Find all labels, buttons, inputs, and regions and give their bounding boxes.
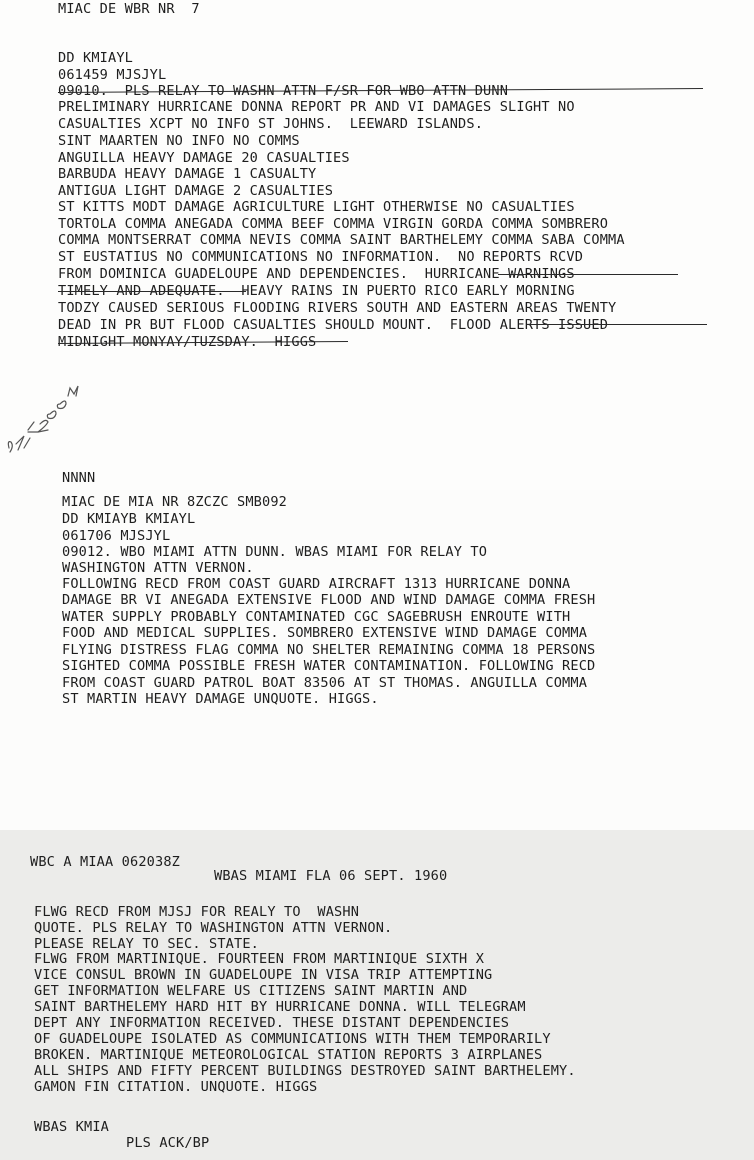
text-line: FROM DOMINICA GUADELOUPE AND DEPENDENCIES. HURRICANE WARNINGS <box>58 266 575 282</box>
text-line: OF GUADELOUPE ISOLATED AS COMMUNICATIONS WITH THEM TEMPORARILY <box>34 1031 551 1047</box>
strikethrough-mark <box>58 291 246 292</box>
text-line: CASUALTIES XCPT NO INFO ST JOHNS. LEEWARD ISLANDS. <box>58 116 484 132</box>
text-line: COMMA MONTSERRAT COMMA NEVIS COMMA SAINT BARTHELEMY COMMA SABA COMMA <box>58 232 625 248</box>
text-line: SAINT BARTHELEMY HARD HIT BY HURRICANE DONNA. WILL TELEGRAM <box>34 999 526 1015</box>
text-line: ALL SHIPS AND FIFTY PERCENT BUILDINGS DESTROYED SAINT BARTHELEMY. <box>34 1063 576 1079</box>
message-1-header: MIAC DE WBR NR 7 <box>58 1 200 17</box>
text-line: FLWG FROM MARTINIQUE. FOURTEEN FROM MARTINIQUE SIXTH X <box>34 951 485 967</box>
separator: NNNN <box>62 470 96 486</box>
text-line: VICE CONSUL BROWN IN GUADELOUPE IN VISA TRIP ATTEMPTING <box>34 967 493 983</box>
text-line: TIMELY AND ADEQUATE. HEAVY RAINS IN PUERTO RICO EARLY MORNING <box>58 283 575 299</box>
text-line: FLWG RECD FROM MJSJ FOR REALY TO WASHN <box>34 904 360 920</box>
text-line: FROM COAST GUARD PATROL BOAT 83506 AT ST THOMAS. ANGUILLA COMMA <box>62 675 588 691</box>
text-line: BARBUDA HEAVY DAMAGE 1 CASUALTY <box>58 166 317 182</box>
handwritten-note <box>6 360 96 460</box>
text-line: TORTOLA COMMA ANEGADA COMMA BEEF COMMA VIRGIN GORDA COMMA SOMBRERO <box>58 216 609 232</box>
text-line: DEAD IN PR BUT FLOOD CASUALTIES SHOULD MOUNT. FLOOD ALERTS ISSUED <box>58 317 609 333</box>
text-line: 09012. WBO MIAMI ATTN DUNN. WBAS MIAMI FOR RELAY TO <box>62 544 488 560</box>
text-line: SIGHTED COMMA POSSIBLE FRESH WATER CONTAMINATION. FOLLOWING RECD <box>62 658 596 674</box>
text-line: MIDNIGHT MONYAY/TUZSDAY. HIGGS <box>58 334 317 350</box>
text-line: FLYING DISTRESS FLAG COMMA NO SHELTER REMAINING COMMA 18 PERSONS <box>62 642 596 658</box>
strikethrough-mark <box>527 324 707 325</box>
text-line: ST MARTIN HEAVY DAMAGE UNQUOTE. HIGGS. <box>62 691 379 707</box>
text-line: TODZY CAUSED SERIOUS FLOODING RIVERS SOUTH AND EASTERN AREAS TWENTY <box>58 300 617 316</box>
text-line: PRELIMINARY HURRICANE DONNA REPORT PR AND VI DAMAGES SLIGHT NO <box>58 99 575 115</box>
message-1 <box>0 0 754 490</box>
message-3-footer-ack: PLS ACK/BP <box>126 1135 210 1151</box>
text-line: BROKEN. MARTINIQUE METEOROLOGICAL STATION REPORTS 3 AIRPLANES <box>34 1047 543 1063</box>
text-line: ST KITTS MODT DAMAGE AGRICULTURE LIGHT OTHERWISE NO CASUALTIES <box>58 199 575 215</box>
text-line: ANTIGUA LIGHT DAMAGE 2 CASUALTIES <box>58 183 334 199</box>
text-line: 061459 MJSJYL <box>58 67 167 83</box>
text-line: SINT MAARTEN NO INFO NO COMMS <box>58 133 300 149</box>
message-3-footer: WBAS KMIA <box>34 1119 110 1135</box>
text-line: ST EUSTATIUS NO COMMUNICATIONS NO INFORMATION. NO REPORTS RCVD <box>58 249 584 265</box>
text-line: DD KMIAYL <box>58 50 134 66</box>
message-2 <box>0 470 754 830</box>
text-line: QUOTE. PLS RELAY TO WASHINGTON ATTN VERNON. <box>34 920 393 936</box>
text-line: FOLLOWING RECD FROM COAST GUARD AIRCRAFT 1313 HURRICANE DONNA <box>62 576 571 592</box>
message-3 <box>0 830 754 1160</box>
text-line: WASHINGTON ATTN VERNON. <box>62 560 254 576</box>
text-line: 061706 MJSJYL <box>62 528 171 544</box>
message-3-header: WBC A MIAA 062038Z <box>30 854 181 870</box>
text-line: MIAC DE MIA NR 8ZCZC SMB092 <box>62 494 288 510</box>
strikethrough-mark <box>498 274 678 275</box>
text-line: DEPT ANY INFORMATION RECEIVED. THESE DISTANT DEPENDENCIES <box>34 1015 510 1031</box>
text-line: ANGUILLA HEAVY DAMAGE 20 CASUALTIES <box>58 150 350 166</box>
text-line: GET INFORMATION WELFARE US CITIZENS SAINT MARTIN AND <box>34 983 468 999</box>
text-line: 09010. PLS RELAY TO WASHN ATTN F/SR FOR WBO ATTN DUNN <box>58 83 509 99</box>
text-line: DD KMIAYB KMIAYL <box>62 511 196 527</box>
text-line: FOOD AND MEDICAL SUPPLIES. SOMBRERO EXTENSIVE WIND DAMAGE COMMA <box>62 625 588 641</box>
text-line: PLEASE RELAY TO SEC. STATE. <box>34 936 260 952</box>
text-line: WATER SUPPLY PROBABLY CONTAMINATED CGC SAGEBRUSH ENROUTE WITH <box>62 609 571 625</box>
text-line: GAMON FIN CITATION. UNQUOTE. HIGGS <box>34 1079 318 1095</box>
message-3-subheader: WBAS MIAMI FLA 06 SEPT. 1960 <box>214 868 448 884</box>
text-line: DAMAGE BR VI ANEGADA EXTENSIVE FLOOD AND WIND DAMAGE COMMA FRESH <box>62 592 596 608</box>
